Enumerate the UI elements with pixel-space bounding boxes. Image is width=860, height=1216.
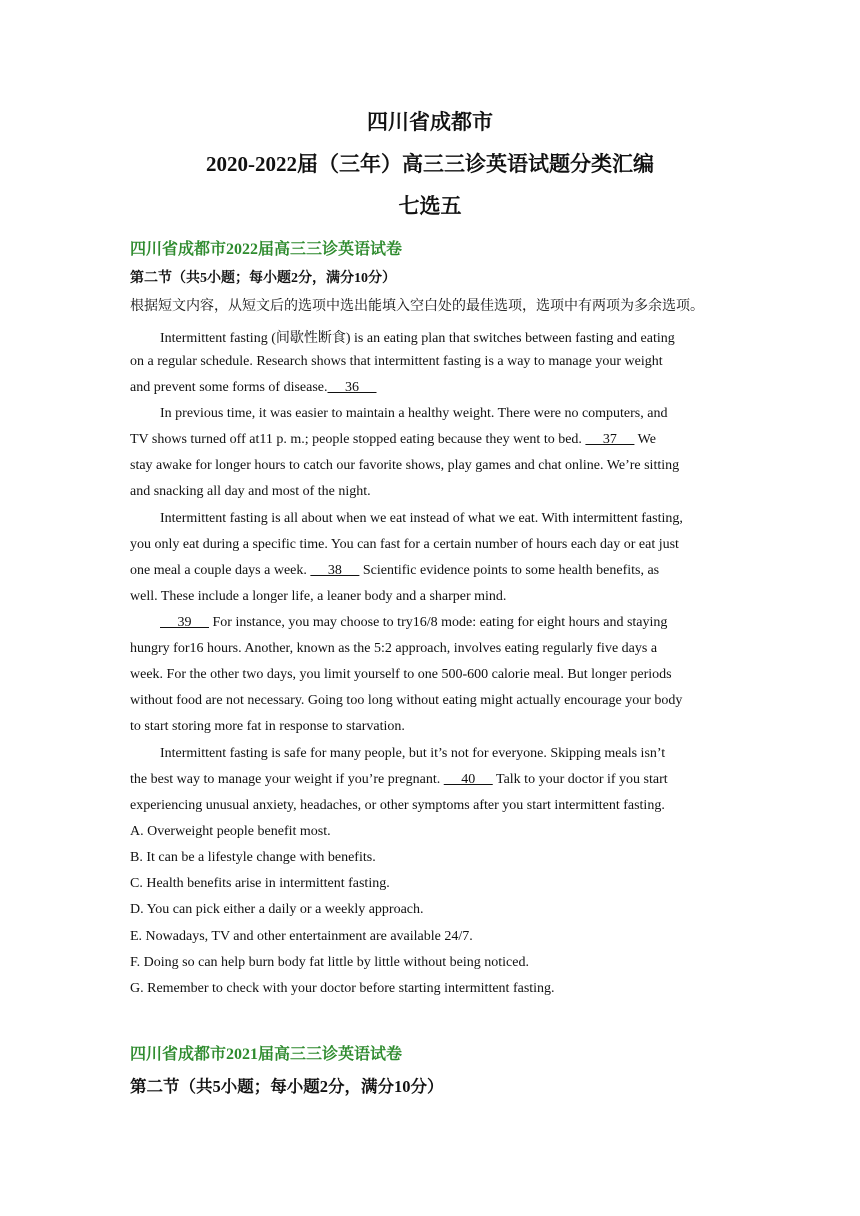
passage-line: experiencing unusual anxiety, headaches, or other symptoms after you start intermittent fasting. <box>130 798 665 813</box>
passage-line: without food are not necessary. Going too long without eating might actually encourage your body <box>130 693 683 708</box>
passage-line: Intermittent fasting (间歇性断食) is an eating plan that switches between fasting and eating <box>160 331 675 346</box>
instruction: 根据短文内容，从短文后的选项中选出能填入空白处的最佳选项，选项中有两项为多余选项。 <box>130 299 704 314</box>
part-label-2021: 第二节（共5小题；每小题2分，满分10分） <box>130 1077 444 1096</box>
passage-text: the best way to manage your weight if you’re pregnant. <box>130 772 444 787</box>
passage-line <box>130 380 377 396</box>
part-label-2022-text: 第二节（共5小题；每小题2分，满分10分） <box>130 271 396 286</box>
blank-40: 40 <box>443 772 493 787</box>
passage-text: We <box>634 432 656 447</box>
passage-line <box>130 563 659 579</box>
passage-line: well. These include a longer life, a leaner body and a sharper mind. <box>130 589 507 604</box>
passage-text: and prevent some forms of disease. <box>130 380 328 395</box>
passage-line: to start storing more fat in response to starvation. <box>130 719 405 734</box>
passage-line: and snacking all day and most of the night. <box>130 484 371 499</box>
passage-line: stay awake for longer hours to catch our favorite shows, play games and chat online. We’re sitting <box>130 458 680 473</box>
blank-37: 37 <box>585 432 635 447</box>
passage-line: Intermittent fasting is safe for many people, but it’s not for everyone. Skipping meals isn’t <box>160 746 666 761</box>
option-c: C. Health benefits arise in intermittent fasting. <box>130 876 390 891</box>
option-b: B. It can be a lifestyle change with benefits. <box>130 850 376 865</box>
passage-line: hungry for16 hours. Another, known as the 5:2 approach, involves eating regularly five days a <box>130 641 658 656</box>
blank-36: 36 <box>327 380 377 395</box>
passage-line: on a regular schedule. Research shows that intermittent fasting is a way to manage your weight <box>130 354 663 369</box>
option-f: F. Doing so can help burn body fat little by little without being noticed. <box>130 955 529 970</box>
passage-line <box>130 432 656 448</box>
option-g: G. Remember to check with your doctor before starting intermittent fasting. <box>130 981 555 996</box>
passage-line <box>130 772 668 788</box>
option-a: A. Overweight people benefit most. <box>130 824 331 839</box>
blank-39: 39 <box>160 615 209 630</box>
passage-text: Scientific evidence points to some health benefits, as <box>359 563 660 578</box>
passage-line: week. For the other two days, you limit yourself to one 500-600 calorie meal. But longer periods <box>130 667 672 682</box>
title-main: 2020-2022届（三年）高三三诊英语试题分类汇编 <box>206 152 654 176</box>
section-heading-2021: 四川省成都市2021届高三三诊英语试卷 <box>130 1046 403 1063</box>
passage-text: TV shows turned off at11 p. m.; people stopped eating because they went to bed. <box>130 432 586 447</box>
passage-text: For instance, you may choose to try16/8 mode: eating for eight hours and staying <box>209 615 668 630</box>
passage-text: one meal a couple days a week. <box>130 563 311 578</box>
passage-text: Talk to your doctor if you start <box>492 772 668 787</box>
passage-line <box>160 615 667 631</box>
option-e: E. Nowadays, TV and other entertainment are available 24/7. <box>130 929 473 944</box>
title-province: 四川省成都市 <box>367 110 493 134</box>
blank-38: 38 <box>310 563 360 578</box>
passage-line: In previous time, it was easier to maintain a healthy weight. There were no computers, and <box>160 406 668 421</box>
part-label-2022 <box>130 267 396 287</box>
title-topic: 七选五 <box>398 194 462 218</box>
option-d: D. You can pick either a daily or a weekly approach. <box>130 902 424 917</box>
section-heading-2022: 四川省成都市2022届高三三诊英语试卷 <box>130 241 403 258</box>
passage-line: you only eat during a specific time. You can fast for a certain number of hours each day or eat just <box>130 537 679 552</box>
passage-line: Intermittent fasting is all about when we eat instead of what we eat. With intermittent fasting, <box>160 511 683 526</box>
